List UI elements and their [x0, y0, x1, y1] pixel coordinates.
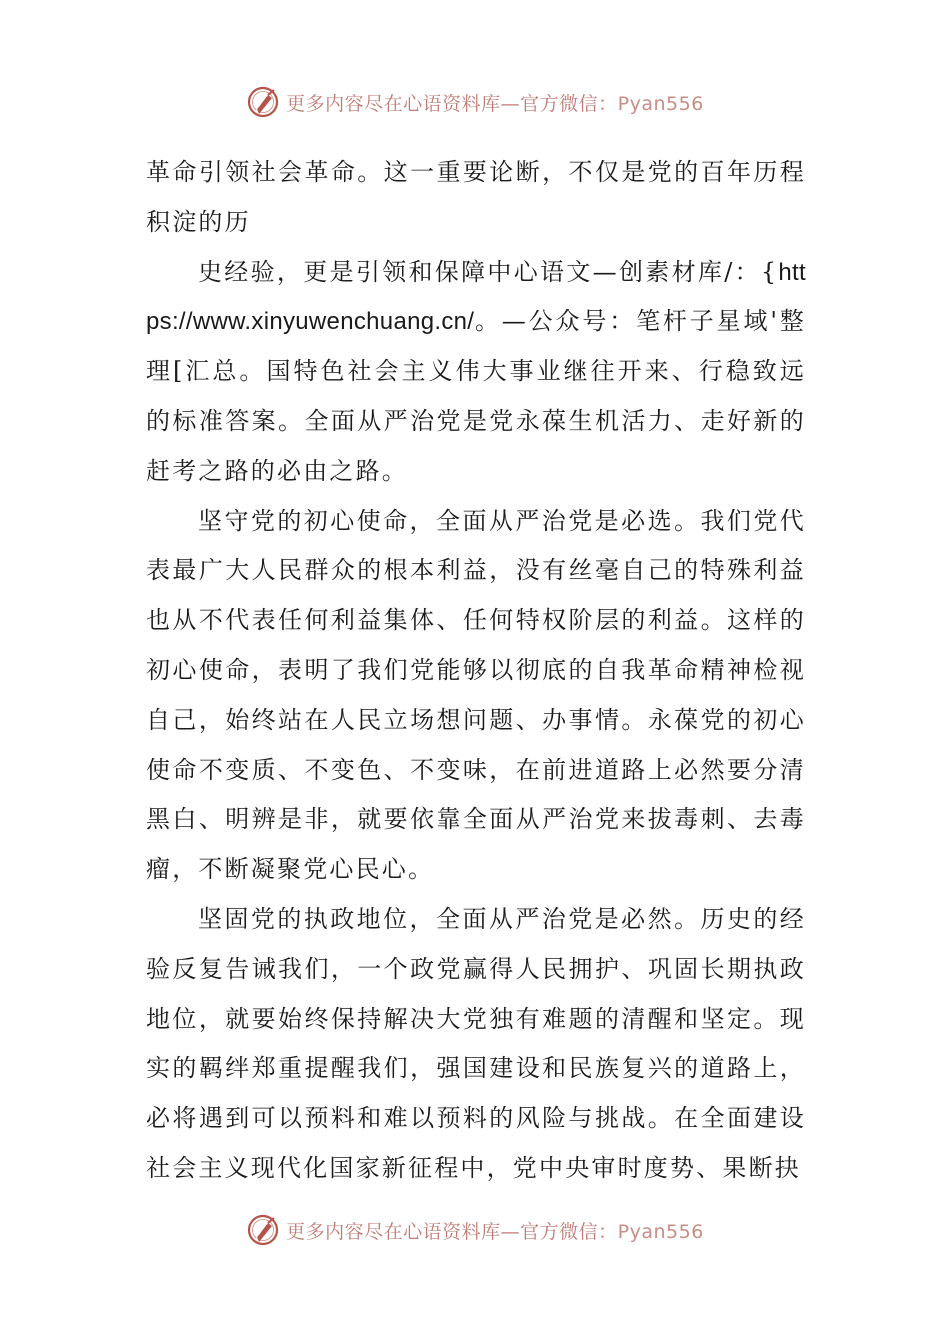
paragraph-1: 革命引领社会革命。这一重要论断，不仅是党的百年历程积淀的历 [146, 158, 806, 236]
paragraph-4: 坚固党的执政地位，全面从严治党是必然。历史的经验反复告诫我们，一个政党赢得人民拥护、巩固长期执政地位，就要始终保持解决大党独有难题的清醒和坚定。现实的羁绊郑重提醒我们，强国建设和民族复兴的道路上，必将遇到可以预料和难以预料的风险与挑战。在全面建设社会主义现代化国家新征程中，党中央审时度势、果断抉 [146, 904, 806, 1182]
paragraph-2-start: 史经验，更是引领和保障中心语文—创素材库/：{ [198, 257, 779, 286]
source-url: https://www.xinyuwenchuang.cn/ [146, 258, 806, 336]
footer-banner-text: 更多内容尽在心语资料库—官方微信： [286, 1220, 618, 1243]
header-wechat-id: Pyan556 [617, 92, 704, 115]
header-banner [0, 80, 950, 124]
pen-nib-logo-icon [246, 1213, 280, 1247]
footer-banner [0, 1208, 950, 1252]
header-banner-text: 更多内容尽在心语资料库—官方微信： [286, 92, 618, 115]
paragraph-2 [146, 248, 806, 497]
document-body [146, 148, 806, 1194]
footer-wechat-id: Pyan556 [617, 1220, 704, 1243]
paragraph-2-rest: 。—公众号：笔杆子星域'整理[汇总。国特色社会主义伟大事业继往开来、行稳致远的标准答案。全面从严治党是党永葆生机活力、走好新的赶考之路的必由之路。 [146, 307, 806, 485]
paragraph-3: 坚守党的初心使命，全面从严治党是必选。我们党代表最广大人民群众的根本利益，没有丝毫自己的特殊利益也从不代表任何利益集体、任何特权阶层的利益。这样的初心使命，表明了我们党能够以彻底的自我革命精神检视自己，始终站在人民立场想问题、办事情。永葆党的初心使命不变质、不变色、不变味，在前进道路上必然要分清黑白、明辨是非，就要依靠全面从严治党来拔毒刺、去毒瘤，不断凝聚党心民心。 [146, 506, 806, 884]
pen-nib-logo-icon [246, 85, 280, 119]
